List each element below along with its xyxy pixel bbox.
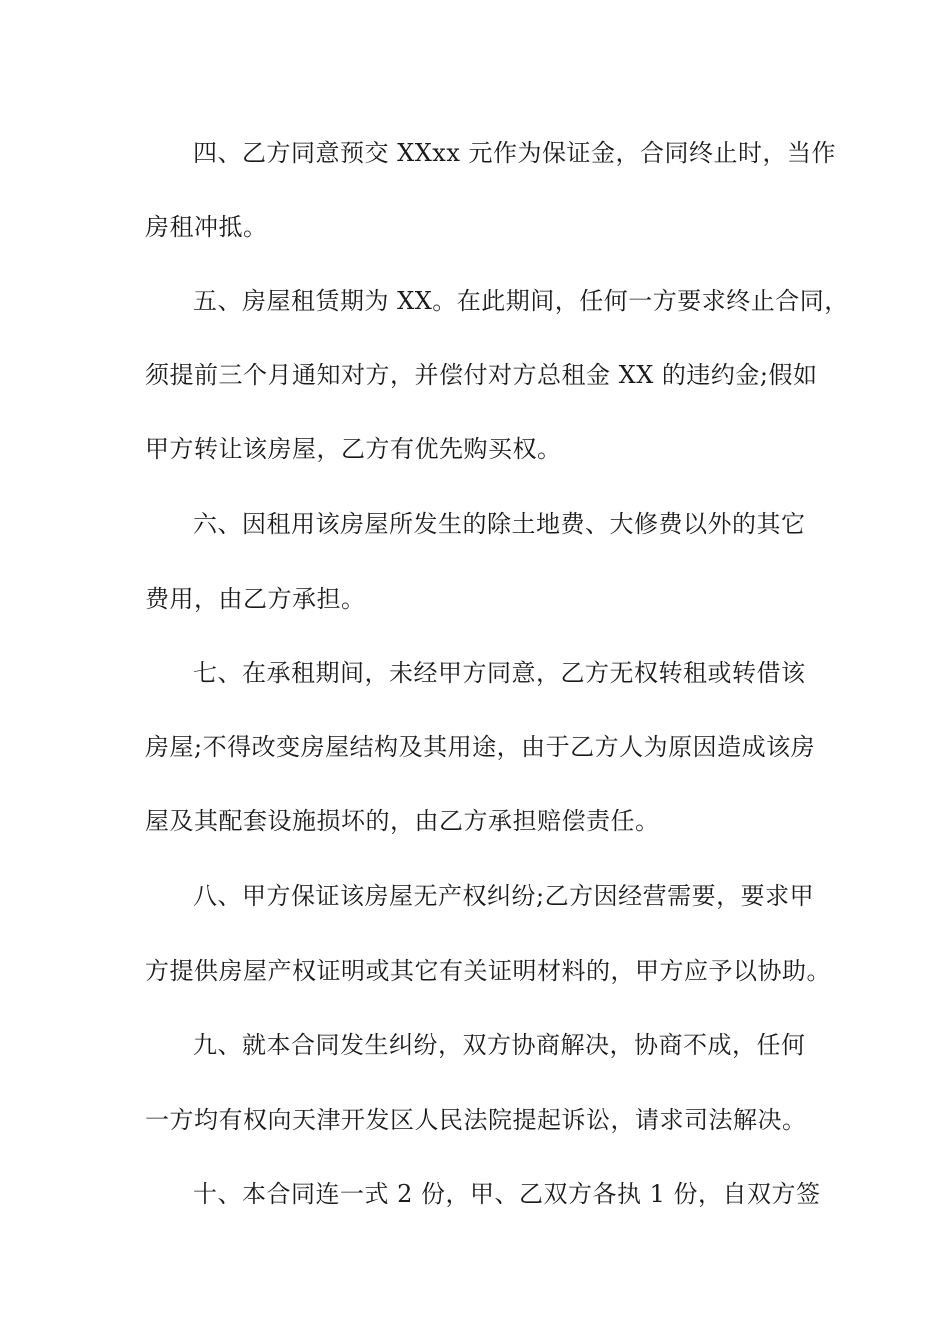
clause-9-line-1: 九、就本合同发生纠纷，双方协商解决，协商不成，任何: [193, 1031, 806, 1059]
clause-4-line-2: 房租冲抵。: [145, 213, 268, 241]
clause-8-line-2: 方提供房屋产权证明或其它有关证明材料的，甲方应予以协助。: [145, 957, 831, 985]
clause-7-line-2: 房屋;不得改变房屋结构及其用途，由于乙方人为原因造成该房: [145, 733, 816, 761]
clause-4-line-1: 四、乙方同意预交 XXxx 元作为保证金，合同终止时，当作: [193, 139, 836, 167]
clause-7-line-3: 屋及其配套设施损坏的，由乙方承担赔偿责任。: [145, 807, 660, 835]
clause-6-line-1: 六、因租用该房屋所发生的除土地费、大修费以外的其它: [193, 510, 806, 538]
clause-10-line-1: 十、本合同连一式 2 份，甲、乙双方各执 1 份，自双方签: [193, 1180, 821, 1208]
clause-6-line-2: 费用，由乙方承担。: [145, 585, 366, 613]
clause-5-line-2: 须提前三个月通知对方，并偿付对方总租金 XX 的违约金;假如: [145, 361, 818, 389]
clause-9-line-2: 一方均有权向天津开发区人民法院提起诉讼，请求司法解决。: [145, 1106, 807, 1134]
clause-7-line-1: 七、在承租期间，未经甲方同意，乙方无权转租或转借该: [193, 659, 806, 687]
clause-5-line-3: 甲方转让该房屋，乙方有优先购买权。: [145, 435, 562, 463]
clause-5-line-1: 五、房屋租赁期为 XX。在此期间，任何一方要求终止合同，: [193, 287, 849, 315]
clause-8-line-1: 八、甲方保证该房屋无产权纠纷;乙方因经营需要，要求甲: [193, 882, 815, 910]
